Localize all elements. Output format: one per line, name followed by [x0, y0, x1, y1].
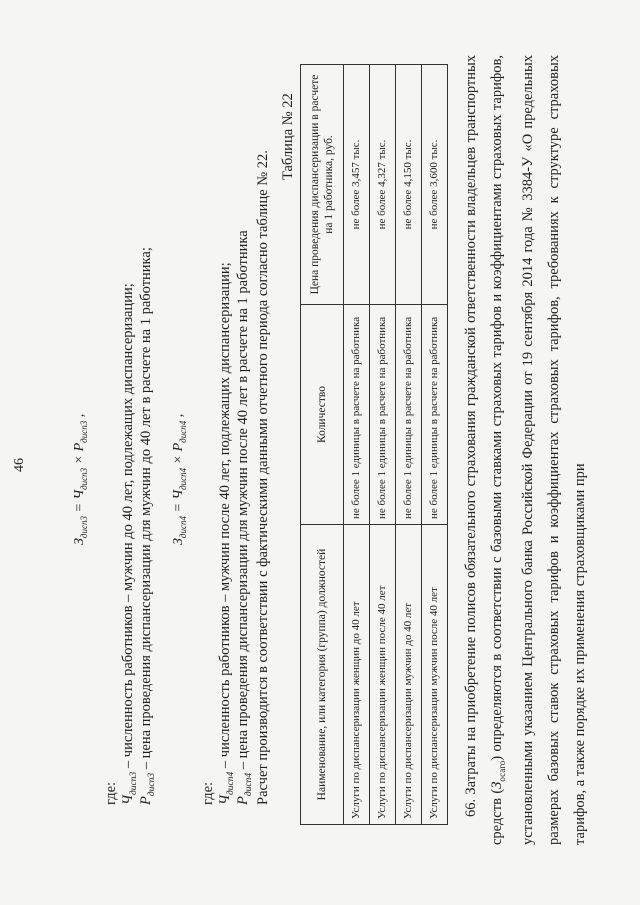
table-row: [396, 65, 422, 825]
cell-name: Услуги по диспансеризации мужчин до 40 лет: [396, 525, 422, 825]
cell-quantity: не более 1 единицы в расчете на работника: [370, 305, 396, 525]
table-row: [344, 65, 370, 825]
page-number: 46: [12, 458, 27, 472]
cell-price: не более 3,600 тыс.: [422, 65, 448, 305]
cell-price: не более 3,457 тыс.: [344, 65, 370, 305]
cell-price: не более 4,327 тыс.: [370, 65, 396, 305]
where-1-line-1: $Ч_{дисп3}$ – численность работников – мужчин до 40 лет, подлежащих диспансеризации;: [120, 283, 139, 805]
table-row: [370, 65, 396, 825]
cell-name: Услуги по диспансеризации женщин после 40 лет: [370, 525, 396, 825]
where-2-line-2: $Р_{дисп4}$ – цена проведения диспансеризации для мужчин после 40 лет в расчете на 1 работника: [235, 230, 254, 805]
calc-note: Расчет производится в соответствии с фактическими данными отчетного периода согласно таблице № 22.: [255, 150, 271, 805]
where-2-line-1: $Ч_{дисп4}$ – численность работников – мужчин после 40 лет, подлежащих диспансеризации;: [217, 262, 236, 805]
table-22: [300, 64, 448, 825]
formula-disp4: $З_{дисп4} = Ч_{дисп4} \times Р_{дисп4}$ ,: [171, 413, 188, 545]
where-label-2: где:: [200, 781, 216, 805]
paragraph-66: 66. Затраты на приобретение полисов обязательного страхования гражданской ответственности владельцев транспортных средств $(З_{осаго})$ определяются в соответствии с базовыми ставками страховых тарифов и коэффициентами страховых тарифов, установленными указанием Центрального банка Российской Федерации от 19 сентября 2014 года № 3384-У «О предельных размерах базовых ставок страховых тарифов и коэффициентах страховых тарифов, требованиях к структуре страховых тарифов, а также порядке их применения страховщиками при: [463, 55, 588, 845]
cell-name: Услуги по диспансеризации мужчин после 40 лет: [422, 525, 448, 825]
table-header-row: [301, 65, 344, 825]
cell-quantity: не более 1 единицы в расчете на работника: [396, 305, 422, 525]
formula-disp3: $З_{дисп3} = Ч_{дисп3} \times Р_{дисп3}$ ,: [72, 413, 89, 545]
cell-price: не более 4,150 тыс.: [396, 65, 422, 305]
header-price: Цена проведения диспансеризации в расчете на 1 работника, руб.: [301, 65, 344, 305]
header-quantity: Количество: [301, 305, 344, 525]
table-caption: Таблица № 22: [280, 93, 296, 180]
where-label-1: где:: [103, 781, 119, 805]
cell-quantity: не более 1 единицы в расчете на работника: [422, 305, 448, 525]
where-1-line-2: $Р_{дисп3}$ – цена проведения диспансеризации для мужчин до 40 лет в расчете на 1 работника;: [138, 247, 157, 805]
cell-quantity: не более 1 единицы в расчете на работника: [344, 305, 370, 525]
cell-name: Услуги по диспансеризации женщин до 40 лет: [344, 525, 370, 825]
table-row: [422, 65, 448, 825]
header-name: Наименование, или категория (группа) должностей: [301, 525, 344, 825]
